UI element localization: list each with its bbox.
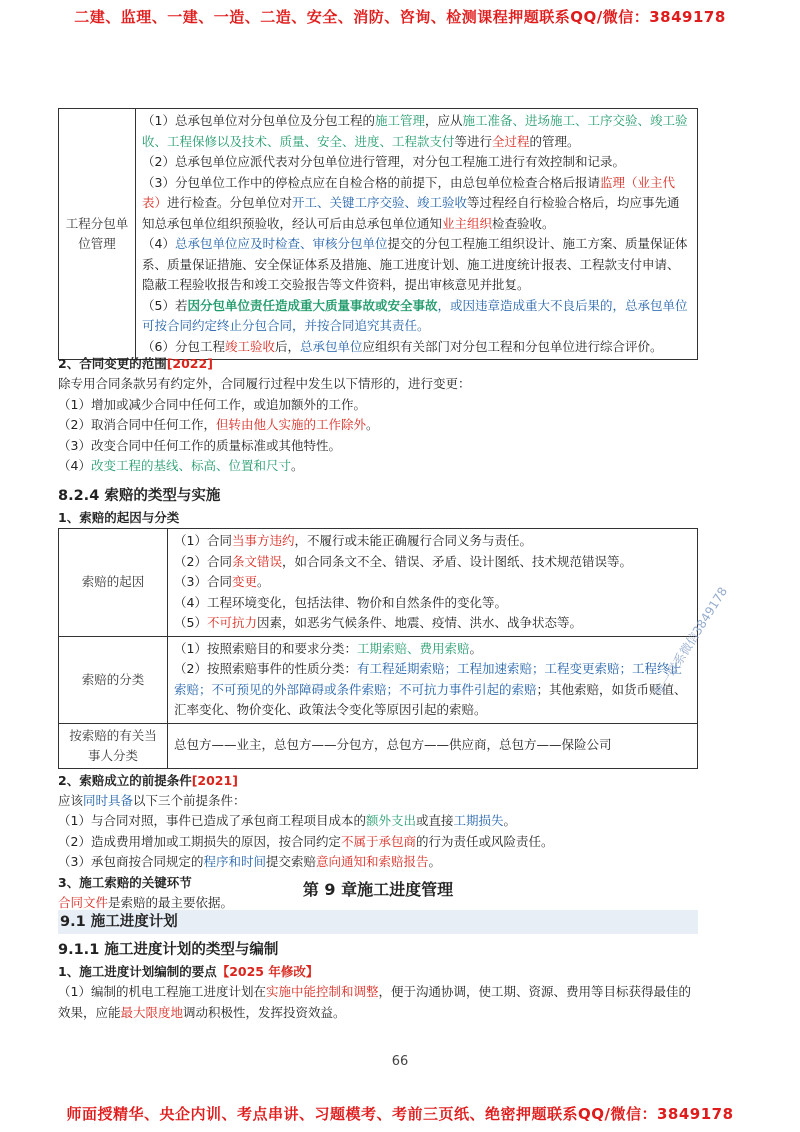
claim-class-label: 索赔的分类 [59, 636, 168, 723]
contract-change-intro: 除专用合同条款另有约定外，合同履行过程中发生以下情形的，进行变更： [58, 376, 471, 391]
chapter9-paragraph: （1）编制的机电工程施工进度计划在实施中能控制和调整，便于沟通协调，使工期、资源、费用等目标获得最佳的效果，应能最大限度地调动积极性，发挥投资效益。 [58, 984, 691, 1020]
claim-cause-4: （4）工程环境变化，包括法律、物价和自然条件的变化等。 [174, 594, 507, 610]
contract-change-heading: 2、合同变更的范围[2022] [58, 356, 213, 371]
contract-change-item-4: （4）改变工程的基线、标高、位置和尺寸。 [58, 458, 304, 473]
claim-cause-label: 索赔的起因 [59, 529, 168, 637]
subcontract-item-5: （5）若因分包单位责任造成重大质量事故或安全事故，或因违章造成重大不良后果的，总承包单位可按合同约定终止分包合同，并按合同追究其责任。 [142, 297, 688, 333]
claim-cause-1: （1）合同当事方违约，不履行或未能正确履行合同义务与责任。 [174, 533, 532, 548]
claim-cause-content [168, 529, 698, 637]
claim-class-1: （1）按照索赔目的和要求分类：工期索赔、费用索赔。 [174, 640, 482, 656]
claims-key-text: 合同文件是索赔的最主要依据。 [58, 894, 234, 910]
claim-party-label: 按索赔的有关当事人分类 [59, 723, 168, 768]
chapter9-point: 1、施工进度计划编制的要点【2025 年修改】 [58, 964, 319, 979]
subcontract-table [58, 108, 698, 360]
subcontract-item-3: （3）分包单位工作中的停检点应在自检合格的前提下，由总包单位检查合格后报请监理（业主代表）进行检查。分包单位对开工、关键工序交验、竣工验收等过程经自行检验合格后，均应事先通知总承包单位组织预验收，经认可后由总承包单位通知业主组织检查验收。 [142, 174, 680, 231]
contract-change-item-1: （1）增加或减少合同中任何工作，或追加额外的工作。 [58, 396, 366, 412]
claim-party-content [168, 723, 698, 768]
claims-sub2: 2、索赔成立的前提条件[2021] [58, 772, 238, 788]
contract-change-item-3: （3）改变合同中任何工作的质量标准或其他特性。 [58, 437, 341, 453]
subcontract-item-6: （6）分包工程竣工验收后，总承包单位应组织有关部门对分包工程和分包单位进行综合评价。 [142, 338, 663, 354]
subcontract-item-4: （4）总承包单位应及时检查、审核分包单位提交的分包工程施工组织设计、施工方案、质量保证体系、质量保证措施、安全保证体系及措施、施工进度计划、施工进度统计报表、工程款支付申请、隐蔽工程验收报告和竣工交验报告等文件资料，提出审核意见并批复。 [142, 236, 688, 292]
chapter9-block [58, 876, 698, 1023]
chapter9-title: 第 9 章施工进度管理 [302, 880, 454, 899]
chapter9-subsection: 9.1.1 施工进度计划的类型与编制 [58, 942, 279, 958]
subcontract-content [136, 109, 698, 360]
claims-precondition-2: （2）造成费用增加或工期损失的原因，按合同约定不属于承包商的行为责任或风险责任。 [58, 833, 554, 849]
contract-change-item-2: （2）取消合同中任何工作，但转由他人实施的工作除外。 [58, 417, 379, 432]
subcontract-item-2: （2）总承包单位应派代表对分包单位进行管理，对分包工程施工进行有效控制和记录。 [142, 154, 625, 169]
claims-sub3: 3、施工索赔的关键环节 [58, 874, 192, 890]
claims-precondition-1: （1）与合同对照，事件已造成了承包商工程项目成本的额外支出或直接工期损失。 [58, 813, 517, 828]
claim-party-text: 总包方——业主，总包方——分包方，总包方——供应商，总包方——保险公司 [174, 737, 612, 753]
claim-cause-2: （2）合同条文错误，如合同条文不全、错误、矛盾、设计图纸、技术规范错误等。 [174, 553, 632, 569]
side-watermark: 唯一联系微信3849178 [651, 584, 731, 699]
claims-precondition-3: （3）承包商按合同规定的程序和时间提交索赔意向通知和索赔报告。 [58, 854, 442, 869]
subcontract-table-block [58, 108, 698, 360]
claims-block [58, 484, 698, 913]
claim-cause-3: （3）合同变更。 [174, 574, 270, 589]
claims-sub1: 1、索赔的起因与分类 [58, 510, 180, 525]
claim-class-2: （2）按照索赔事件的性质分类：有工程延期索赔；工程加速索赔；工程变更索赔；工程终止索赔；不可预见的外部障碍或条件索赔；不可抗力事件引起的索赔；其他索赔，如货币贬值、汇率变化、物价变化、政策法令变化等原因引起的索赔。 [174, 661, 687, 717]
claims-table [58, 528, 698, 769]
claims-precondition-intro: 应该同时具备以下三个前提条件： [58, 792, 246, 808]
top-banner: 二建、监理、一建、一造、二造、安全、消防、咨询、检测课程押题联系QQ/微信：3849178 [74, 8, 726, 26]
claim-cause-5: （5）不可抗力因素，如恶劣气候条件、地震、疫情、洪水、战争状态等。 [174, 615, 582, 630]
subcontract-item-1: （1）总承包单位对分包单位及分包工程的施工管理，应从施工准备、进场施工、工序交验、竣工验收、工程保修以及技术、质量、安全、进度、工程款支付等进行全过程的管理。 [142, 113, 688, 149]
claims-section-title: 8.2.4 索赔的类型与实施 [58, 488, 221, 504]
subcontract-label: 工程分包单位管理 [59, 109, 136, 360]
claim-class-content [168, 636, 698, 723]
page-number: 66 [391, 1054, 409, 1069]
chapter9-section: 9.1 施工进度计划 [58, 910, 698, 934]
contract-change-block [58, 354, 698, 477]
bottom-banner: 师面授精华、央企内训、考点串讲、习题模考、考前三页纸、绝密押题联系QQ/微信：3849178 [66, 1105, 734, 1123]
